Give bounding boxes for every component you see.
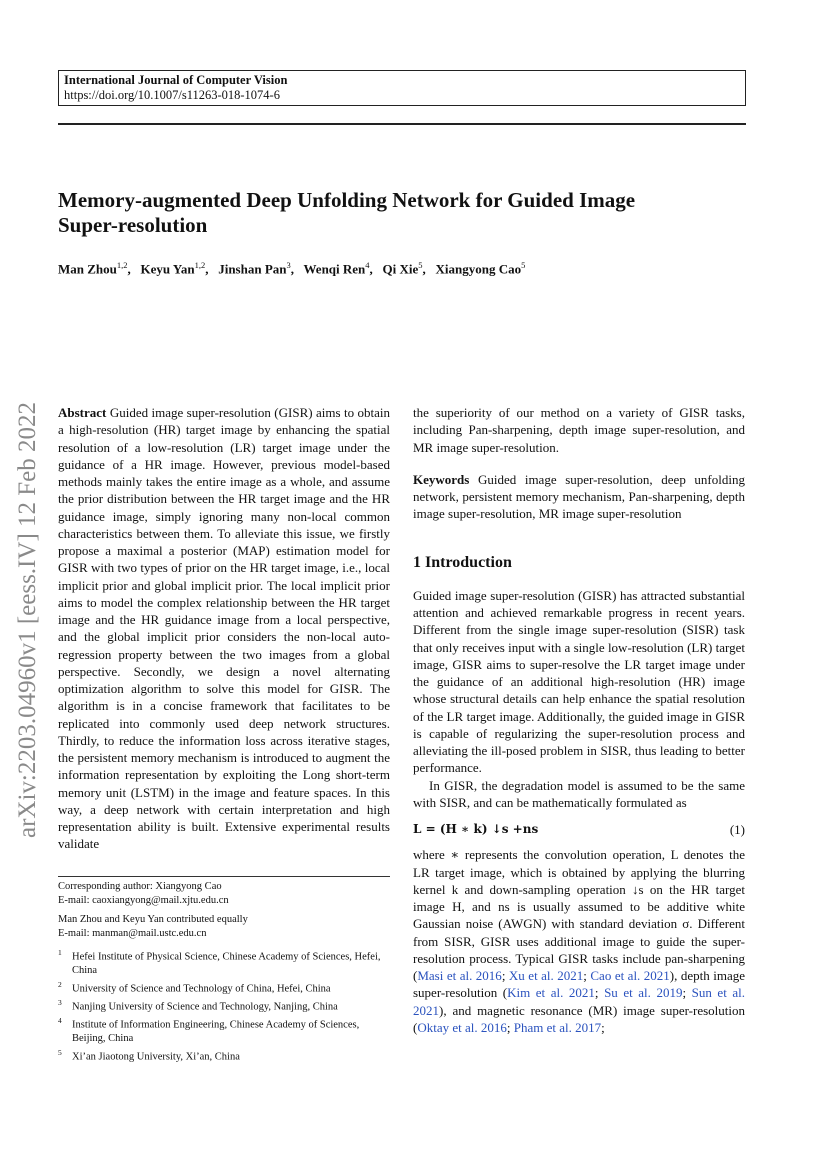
equation-1 bbox=[413, 821, 745, 838]
intro-paragraph-1: Guided image super-resolution (GISR) has attracted substantial attention and achieved remarkable progress in recent years. Different from the single image super-resolution (SISR) task that only receives input with a single low-resolution (LR) target image, GISR aims to super-resolve the LR target image under the guidance of an additional high-resolution (HR) image whose structural details can help enhance the spatial resolution of the LR target image. Additionally, the guided image in GISR is capable of regularizing the super-resolution process and alleviating the ill-posed problem in SISR, thus leading to better performance. bbox=[413, 587, 745, 776]
author-affiliation: 3 bbox=[286, 260, 291, 270]
author-affiliation: 4 bbox=[365, 260, 370, 270]
author-name: Xiangyong Cao bbox=[435, 261, 522, 277]
paper-title bbox=[58, 188, 738, 238]
corresponding-email: E-mail: caoxiangyong@mail.xjtu.edu.cn bbox=[58, 894, 229, 906]
keywords-text: Guided image super-resolution, deep unfolding network, persistent memory mechanism, Pan-sharpening, depth image super-resolution, MR image super-resolution bbox=[413, 471, 745, 522]
citation-link[interactable]: Oktay et al. 2016 bbox=[417, 1019, 507, 1035]
citation-link[interactable]: Sun et al. 2021 bbox=[413, 985, 745, 1018]
abstract bbox=[58, 404, 390, 853]
author-affiliation: 5 bbox=[521, 260, 526, 270]
keywords-heading: Keywords bbox=[413, 471, 470, 487]
citation-link[interactable]: Masi et al. 2016 bbox=[417, 968, 502, 983]
journal-header-box bbox=[58, 70, 746, 106]
doi-link[interactable]: https://doi.org/10.1007/s11263-018-1074-6 bbox=[64, 88, 280, 102]
footnote-rule bbox=[58, 876, 390, 877]
author-affiliation: 1,2 bbox=[116, 260, 128, 270]
affiliation-item: $^2$ University of Science and Technology of China, Hefei, China bbox=[58, 980, 331, 995]
affiliation-item: $^5$ Xi’an Jiaotong University, Xi’an, China bbox=[58, 1047, 240, 1063]
equal-contribution-email: E-mail: manman@mail.ustc.edu.cn bbox=[58, 927, 207, 939]
affiliation-item: $^1$ Hefei Institute of Physical Science, Chinese Academy of Sciences, Hefei, China bbox=[58, 948, 381, 977]
author-list: Man Zhou$^{1,2}$, Keyu Yan$^{1,2}$, Jinshan Pan$^3$, Wenqi Ren$^4$, Qi Xie$^5$, Xiangyong Cao$^5$ bbox=[58, 260, 526, 277]
citation-link[interactable]: Pham et al. 2017 bbox=[513, 1019, 602, 1035]
author-name: Man Zhou bbox=[58, 261, 117, 277]
footnotes bbox=[58, 880, 390, 1064]
title-line-1: Memory-augmented Deep Unfolding Network for Guided Image bbox=[58, 188, 636, 212]
arxiv-stamp bbox=[8, 370, 48, 870]
header-rule bbox=[58, 123, 746, 125]
citation-link[interactable]: Kim et al. 2021 bbox=[507, 985, 595, 1001]
intro-paragraph-3: where ∗ represents the convolution operation, L denotes the LR target image, which is obtained by applying the blurring kernel k and down-sampling operation ↓s on the HR target image H, and ns is usually assumed to be additive white Gaussian noise (AWGN) with standard deviation σ. Different from SISR, GISR uses additional image to guide the super-resolution process. Typical GISR tasks include pan-sharpening (Masi et al. 2016; Xu et al. 2021; Cao et al. 2021), depth image super-resolution (Kim et al. 2021; Su et al. 2019; Sun et al. 2021), and magnetic resonance (MR) image super-resolution (Oktay et al. 2016; Pham et al. 2017; bbox=[413, 847, 745, 1035]
author-name: Qi Xie bbox=[382, 261, 419, 277]
journal-name: International Journal of Computer Vision bbox=[64, 73, 288, 87]
arxiv-stamp-text: arXiv:2203.04960v1 [eess.IV] 12 Feb 2022 bbox=[14, 401, 41, 839]
citation-link[interactable]: Cao et al. 2021 bbox=[590, 968, 670, 983]
title-line-2: Super-resolution bbox=[58, 213, 208, 237]
equation-number: (1) bbox=[729, 822, 745, 837]
affiliation-item: $^4$ Institute of Information Engineering, Chinese Academy of Sciences, Beijing, China bbox=[58, 1016, 360, 1045]
intro-paragraph-2: In GISR, the degradation model is assumed to be the same with SISR, and can be mathematically formulated as bbox=[413, 777, 745, 810]
corresponding-author: Corresponding author: Xiangyong Cao bbox=[58, 881, 222, 892]
abstract-continuation: the superiority of our method on a variety of GISR tasks, including Pan-sharpening, depth image super-resolution, and MR image super-resolution. bbox=[413, 405, 745, 455]
author-affiliation: 5 bbox=[418, 260, 423, 270]
affiliation-item: $^3$ Nanjing University of Science and Technology, Nanjing, China bbox=[58, 998, 338, 1013]
author-affiliation: 1,2 bbox=[194, 260, 206, 270]
equation-body: L = (H ∗ k) ↓s +ns bbox=[413, 822, 539, 836]
author-name: Jinshan Pan bbox=[218, 261, 287, 277]
keywords bbox=[413, 471, 745, 523]
equal-contribution-note: Man Zhou and Keyu Yan contributed equally bbox=[58, 914, 248, 926]
abstract-text: Guided image super-resolution (GISR) aims to obtain a high-resolution (HR) target image by enhancing the spatial resolution of a low-resolution (LR) target image under the guidance of a HR image. However, previous model-based methods mainly takes the entire image as a whole, and assume the prior distribution between the HR target image and the HR guidance image, simply ignoring many non-local common characteristics between them. To alleviate this issue, we firstly propose a maximal a posterior (MAP) estimation model for GISR with two types of prior on the HR target image, i.e., local implicit prior and global implicit prior. The local implicit prior aims to model the complex relationship between the HR target image and the HR guidance image from a local perspective, and the global implicit prior considers the non-local auto-regression property between the two images from a global perspective. Secondly, we design a novel alternating optimization algorithm to solve this model for GISR. The algorithm is in a concise framework that facilitates to be replicated into commonly used deep network structures. Thirdly, to reduce the information loss across iterative stages, the persistent memory mechanism is introduced to augment the information representation by exploiting the Long short-term memory unit (LSTM) in the image and feature spaces. In this way, a deep network with certain interpretation and high representation ability is built. Extensive experimental results validate bbox=[58, 405, 390, 852]
abstract-column bbox=[58, 404, 390, 853]
abstract-heading: Abstract bbox=[58, 405, 107, 420]
section-heading-introduction: 1 Introduction bbox=[413, 553, 512, 571]
citation-link[interactable]: Xu et al. 2021 bbox=[508, 968, 584, 983]
author-name: Keyu Yan bbox=[140, 261, 195, 277]
author-name: Wenqi Ren bbox=[303, 261, 366, 277]
right-column bbox=[413, 404, 745, 1036]
citation-link[interactable]: Su et al. 2019 bbox=[604, 985, 683, 1001]
